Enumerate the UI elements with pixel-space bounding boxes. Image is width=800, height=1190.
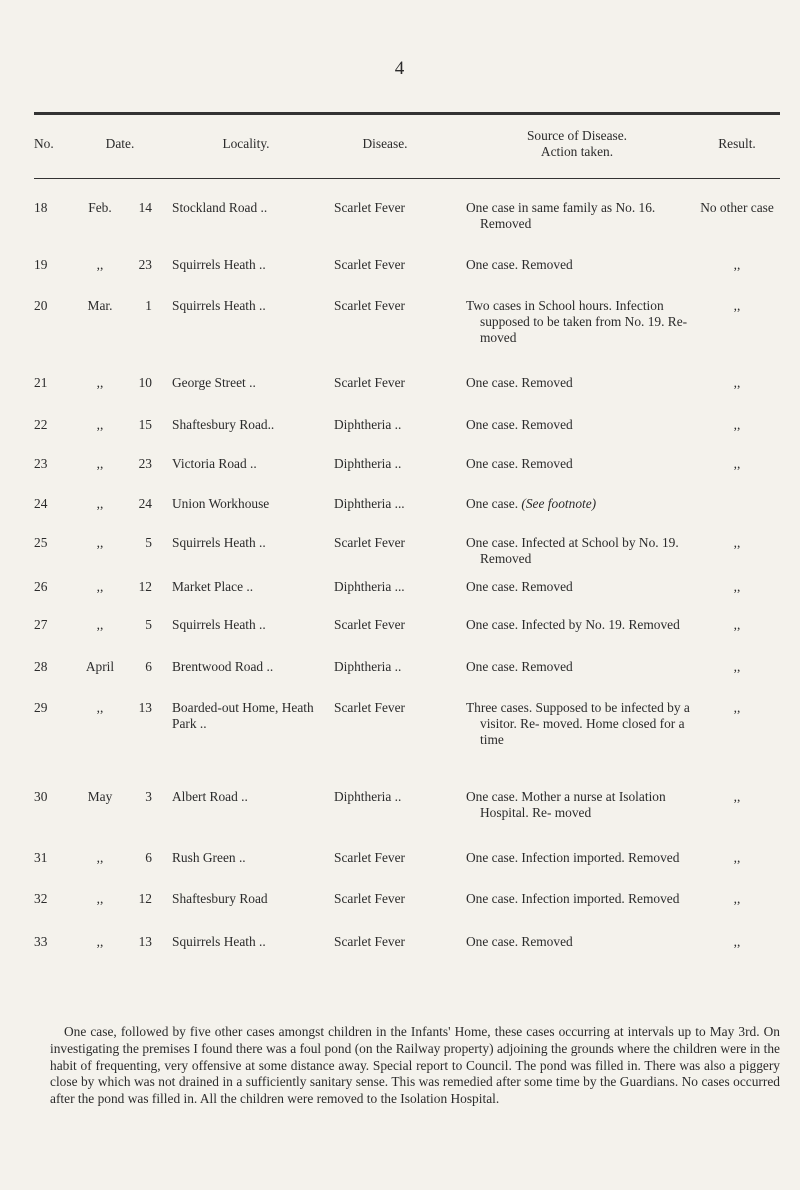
row-day: 6: [145, 850, 152, 865]
row-number: 32: [34, 891, 48, 906]
row-day: 5: [145, 535, 152, 550]
row-month: ,,: [96, 700, 104, 715]
row-result: ,,: [733, 535, 741, 550]
row-disease: Diphtheria ..: [334, 659, 402, 674]
row-locality: Union Workhouse: [172, 496, 270, 511]
row-source: Two cases in School hours. Infection supposed to be taken from No. 19. Re- moved: [466, 298, 688, 345]
row-source: One case in same family as No. 16. Removed: [466, 200, 656, 231]
row-number: 23: [34, 456, 48, 471]
header-source-line2: Action taken.: [540, 144, 614, 159]
header-source: [466, 128, 688, 160]
row-disease: Scarlet Fever: [334, 891, 406, 906]
row-month: April: [85, 659, 115, 674]
row-number: 21: [34, 375, 48, 390]
header-source-line1: Source of Disease.: [526, 128, 628, 143]
row-day: 24: [138, 496, 152, 511]
row-result: ,,: [733, 298, 741, 313]
row-source: One case. Removed: [466, 659, 573, 674]
table-top-rule: [34, 112, 780, 115]
row-source: One case. Removed: [466, 257, 573, 272]
row-result: ,,: [733, 850, 741, 865]
row-month: May: [87, 789, 113, 804]
row-result: ,,: [733, 257, 741, 272]
row-result: ,,: [733, 700, 741, 715]
row-disease: Diphtheria ...: [334, 496, 405, 511]
row-locality: Squirrels Heath ..: [172, 257, 266, 272]
row-result: ,,: [733, 579, 741, 594]
row-month: ,,: [96, 891, 104, 906]
row-result: ,,: [733, 891, 741, 906]
row-source: One case. Removed: [466, 456, 573, 471]
row-number: 29: [34, 700, 48, 715]
row-locality: Squirrels Heath ..: [172, 934, 266, 949]
row-month: Mar.: [87, 298, 113, 313]
row-number: 25: [34, 535, 48, 550]
row-number: 33: [34, 934, 48, 949]
row-month: ,,: [96, 417, 104, 432]
row-number: 24: [34, 496, 48, 511]
row-month: Feb.: [88, 200, 112, 215]
row-disease: Scarlet Fever: [334, 298, 406, 313]
row-day: 14: [138, 200, 152, 215]
row-locality: Brentwood Road ..: [172, 659, 274, 674]
page-number: 4: [394, 58, 406, 79]
row-month: ,,: [96, 496, 104, 511]
row-result: ,,: [733, 617, 741, 632]
row-number: 31: [34, 850, 48, 865]
row-locality: George Street ..: [172, 375, 256, 390]
row-locality: Boarded-out Home, Heath Park ..: [172, 700, 314, 731]
row-number: 19: [34, 257, 48, 272]
row-disease: Scarlet Fever: [334, 200, 406, 215]
row-source: One case. Removed: [466, 375, 573, 390]
row-disease: Diphtheria ...: [334, 579, 405, 594]
row-disease: Scarlet Fever: [334, 617, 406, 632]
row-number: 27: [34, 617, 48, 632]
row-result: ,,: [733, 659, 741, 674]
footnote: One case, followed by five other cases amongst children in the Infants' Home, these cases occurring at intervals up to May 3rd. On investigating the premises I found there was a foul pond (on the Railway property) adjoining the grounds where the children were in the habit of frequenting, very offensive at some distance away. Special report to Council. The pond was filled in. There was also a piggery close by which was not drained in a sufficiently sanitary sense. This was remedied after some time by the Guardians. No cases occurred after the pond was filled in. All the children were removed to the Isolation Hospital.: [50, 1024, 780, 1107]
row-locality: Squirrels Heath ..: [172, 617, 266, 632]
row-result: ,,: [733, 417, 741, 432]
row-source: One case. Infected at School by No. 19. Removed: [466, 535, 679, 566]
row-locality: Rush Green ..: [172, 850, 246, 865]
row-locality: Squirrels Heath ..: [172, 535, 266, 550]
row-month: ,,: [96, 934, 104, 949]
row-day: 1: [145, 298, 152, 313]
row-disease: Diphtheria ..: [334, 456, 402, 471]
row-locality: Squirrels Heath ..: [172, 298, 266, 313]
header-bottom-rule: [34, 178, 780, 179]
row-day: 12: [138, 891, 152, 906]
row-locality: Market Place ..: [172, 579, 254, 594]
row-disease: Scarlet Fever: [334, 257, 406, 272]
row-disease: Scarlet Fever: [334, 375, 406, 390]
header-disease: Disease.: [362, 136, 408, 151]
row-source: One case. Removed: [466, 579, 573, 594]
row-number: 26: [34, 579, 48, 594]
row-source: One case. Removed: [466, 417, 573, 432]
row-source: One case. (See footnote): [466, 496, 597, 511]
row-day: 10: [138, 375, 152, 390]
row-disease: Scarlet Fever: [334, 700, 406, 715]
row-day: 13: [138, 934, 152, 949]
header-locality: Locality.: [222, 136, 270, 151]
header-date: Date.: [105, 136, 135, 151]
row-source: One case. Infection imported. Removed: [466, 850, 680, 865]
header-result: Result.: [718, 136, 756, 151]
row-locality: Shaftesbury Road..: [172, 417, 275, 432]
header-no: No.: [34, 136, 54, 151]
row-month: ,,: [96, 456, 104, 471]
footnote-reference: (See footnote): [521, 496, 597, 511]
row-number: 20: [34, 298, 48, 313]
row-day: 15: [138, 417, 152, 432]
row-day: 5: [145, 617, 152, 632]
row-number: 28: [34, 659, 48, 674]
row-month: ,,: [96, 535, 104, 550]
row-month: ,,: [96, 257, 104, 272]
row-month: ,,: [96, 617, 104, 632]
row-disease: Scarlet Fever: [334, 535, 406, 550]
row-source: One case. Infection imported. Removed: [466, 891, 680, 906]
row-locality: Albert Road ..: [172, 789, 248, 804]
row-result: ,,: [733, 934, 741, 949]
row-disease: Scarlet Fever: [334, 850, 406, 865]
row-day: 23: [138, 456, 152, 471]
row-result: No other case: [700, 200, 774, 215]
row-day: 6: [145, 659, 152, 674]
row-day: 23: [138, 257, 152, 272]
row-day: 13: [138, 700, 152, 715]
row-locality: Victoria Road ..: [172, 456, 257, 471]
row-disease: Diphtheria ..: [334, 789, 402, 804]
row-result: ,,: [733, 789, 741, 804]
row-number: 30: [34, 789, 48, 804]
row-locality: Shaftesbury Road: [172, 891, 268, 906]
row-day: 3: [145, 789, 152, 804]
row-source: One case. Removed: [466, 934, 573, 949]
row-disease: Scarlet Fever: [334, 934, 406, 949]
row-day: 12: [138, 579, 152, 594]
row-disease: Diphtheria ..: [334, 417, 402, 432]
row-month: ,,: [96, 850, 104, 865]
row-source: Three cases. Supposed to be infected by a visitor. Re- moved. Home closed for a time: [466, 700, 690, 747]
row-number: 22: [34, 417, 48, 432]
row-month: ,,: [96, 579, 104, 594]
row-number: 18: [34, 200, 48, 215]
row-month: ,,: [96, 375, 104, 390]
row-locality: Stockland Road ..: [172, 200, 268, 215]
row-result: ,,: [733, 375, 741, 390]
row-source: One case. Infected by No. 19. Removed: [466, 617, 680, 632]
row-result: ,,: [733, 456, 741, 471]
row-source: One case. Mother a nurse at Isolation Hospital. Re- moved: [466, 789, 666, 820]
